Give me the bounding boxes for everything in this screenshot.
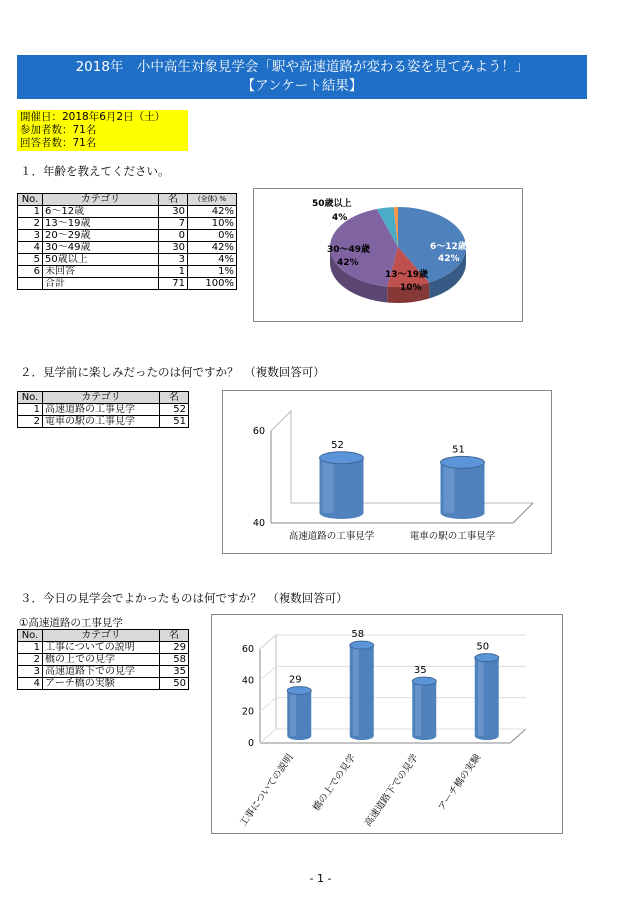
- row-count: 1: [159, 266, 188, 278]
- row-category: 高速道路の工事見学: [43, 404, 160, 416]
- bar-cylinder: [350, 641, 374, 740]
- table-header-row: [18, 630, 189, 642]
- row-category: 高速道路下での見学: [43, 666, 160, 678]
- bar-value-label: 52: [331, 439, 344, 451]
- chart-floor: [271, 503, 533, 523]
- table-row: [18, 416, 189, 428]
- col-count: 名: [160, 392, 189, 404]
- bar-top: [287, 687, 311, 695]
- table-row: [18, 404, 189, 416]
- pie-label-pct: 42%: [337, 258, 359, 268]
- table-row: [18, 218, 237, 230]
- table-row: [18, 666, 189, 678]
- row-percent: 4%: [188, 254, 237, 266]
- q2-table: [17, 391, 189, 428]
- row-no: 3: [18, 666, 43, 678]
- bar-highlight: [415, 681, 421, 736]
- row-category: 未回答: [43, 266, 159, 278]
- row-category: 電車の駅の工事見学: [43, 416, 160, 428]
- table-total-row: [18, 278, 237, 290]
- row-count: 52: [160, 404, 189, 416]
- q1-table: [17, 193, 237, 290]
- row-category: 6～12歳: [43, 206, 159, 218]
- row-no: 3: [18, 230, 43, 242]
- row-no: 1: [18, 206, 43, 218]
- col-count: 名: [160, 630, 189, 642]
- pie-label-pct: 10%: [400, 283, 422, 293]
- row-no: 5: [18, 254, 43, 266]
- q2-question: ２．見学前に楽しみだったのは何ですか？ （複数回答可）: [20, 365, 325, 379]
- q3-bar-chart: [211, 614, 563, 834]
- table-header-row: [18, 392, 189, 404]
- bar-cylinder: [287, 687, 311, 740]
- bar-top: [475, 654, 499, 662]
- row-no: 4: [18, 678, 43, 690]
- row-count: 35: [160, 666, 189, 678]
- bar-value-label: 51: [452, 444, 465, 456]
- total-count: 71: [159, 278, 188, 290]
- row-no: 2: [18, 218, 43, 230]
- y-tick-label: 40: [241, 675, 254, 687]
- y-tick-label: 60: [252, 426, 265, 437]
- q1-question: １．年齢を教えてください。: [20, 164, 170, 178]
- pie-label-pct: 4%: [332, 213, 348, 223]
- bar-top: [441, 456, 485, 468]
- page-title: [17, 55, 587, 99]
- title-line-1: 2018年 小中高生対象見学会「駅や高速道路が変わる姿を見てみよう！」: [75, 59, 529, 75]
- bar-top: [350, 641, 374, 649]
- row-no: 1: [18, 642, 43, 654]
- row-count: 3: [159, 254, 188, 266]
- row-no: 4: [18, 242, 43, 254]
- pie-chart-svg: [254, 189, 522, 321]
- event-info: [17, 110, 188, 151]
- total-blank: [18, 278, 43, 290]
- row-percent: 42%: [188, 242, 237, 254]
- table-row: [18, 242, 237, 254]
- col-percent: (全体) %: [188, 194, 237, 206]
- bar-highlight: [323, 458, 334, 513]
- row-no: 2: [18, 654, 43, 666]
- bar-value-label: 50: [476, 641, 490, 653]
- row-count: 58: [160, 654, 189, 666]
- row-category: 20～29歳: [43, 230, 159, 242]
- y-tick-label: 20: [241, 706, 254, 718]
- row-percent: 42%: [188, 206, 237, 218]
- chart-back-wall: [271, 411, 533, 503]
- y-tick-label: 40: [252, 518, 265, 529]
- row-category: 50歳以上: [43, 254, 159, 266]
- row-count: 30: [159, 242, 188, 254]
- row-count: 29: [160, 642, 189, 654]
- row-category: 橋の上での見学: [43, 654, 160, 666]
- col-no: No.: [18, 630, 43, 642]
- row-no: 1: [18, 404, 43, 416]
- pie-label-name: 50歳以上: [312, 199, 352, 209]
- x-tick-label: アーチ橋の実験: [436, 752, 484, 813]
- x-tick-label: 工事についての説明: [237, 752, 296, 829]
- bar-cylinder: [475, 654, 499, 740]
- respondent-count: 回答者数：71名: [20, 137, 97, 149]
- table-row: [18, 206, 237, 218]
- row-category: アーチ橋の実験: [43, 678, 160, 690]
- col-category: カテゴリ: [43, 194, 159, 206]
- pie-label-name: 6～12歳: [430, 242, 467, 252]
- bar-value-label: 35: [413, 665, 427, 677]
- bar-highlight: [478, 658, 484, 736]
- bar-chart-svg: [223, 391, 551, 553]
- row-percent: 0%: [188, 230, 237, 242]
- x-tick-label: 高速道路下での見学: [362, 752, 421, 829]
- row-category: 工事についての説明: [43, 642, 160, 654]
- bar-cylinder: [320, 452, 364, 519]
- x-tick-label: 橋の上での見学: [311, 752, 359, 814]
- row-percent: 1%: [188, 266, 237, 278]
- row-percent: 10%: [188, 218, 237, 230]
- row-count: 50: [160, 678, 189, 690]
- table-row: [18, 266, 237, 278]
- row-category: 13～19歳: [43, 218, 159, 230]
- event-date: 開催日：2018年6月2日（土）: [20, 111, 166, 123]
- bar-cylinder: [412, 677, 436, 740]
- row-no: 2: [18, 416, 43, 428]
- x-tick-label: 高速道路の工事見学: [288, 531, 375, 542]
- q3-question: ３．今日の見学会でよかったものは何ですか？ （複数回答可）: [20, 591, 348, 605]
- page-number: - 1 -: [309, 872, 332, 885]
- bar-cylinder: [441, 456, 485, 519]
- table-row: [18, 254, 237, 266]
- row-count: 51: [160, 416, 189, 428]
- title-line-2: 【アンケート結果】: [241, 78, 363, 94]
- table-row: [18, 230, 237, 242]
- participant-count: 参加者数：71名: [20, 124, 97, 136]
- table-row: [18, 654, 189, 666]
- table-row: [18, 678, 189, 690]
- row-count: 0: [159, 230, 188, 242]
- pie-label-pct: 42%: [438, 254, 460, 264]
- bar-top: [412, 677, 436, 685]
- q2-bar-chart: [222, 390, 552, 554]
- col-no: No.: [18, 194, 43, 206]
- bar-top: [320, 452, 364, 464]
- col-no: No.: [18, 392, 43, 404]
- row-no: 6: [18, 266, 43, 278]
- row-category: 30～49歳: [43, 242, 159, 254]
- table-row: [18, 642, 189, 654]
- bar-chart-svg: [212, 615, 562, 833]
- col-category: カテゴリ: [43, 630, 160, 642]
- x-tick-label: 電車の駅の工事見学: [409, 531, 496, 542]
- col-count: 名: [159, 194, 188, 206]
- row-count: 30: [159, 206, 188, 218]
- pie-label-name: 13～19歳: [385, 270, 429, 280]
- table-header-row: [18, 194, 237, 206]
- q3-table: [17, 629, 189, 690]
- total-label: 合計: [43, 278, 159, 290]
- col-category: カテゴリ: [43, 392, 160, 404]
- q1-pie-chart: [253, 188, 523, 322]
- pie-label-name: 30～49歳: [327, 245, 371, 255]
- bar-highlight: [353, 645, 359, 736]
- bar-value-label: 29: [288, 674, 302, 686]
- bar-highlight: [444, 462, 455, 513]
- y-tick-label: 60: [241, 644, 254, 655]
- y-tick-label: 0: [247, 738, 254, 749]
- bar-value-label: 58: [351, 629, 365, 641]
- row-count: 7: [159, 218, 188, 230]
- total-percent: 100%: [188, 278, 237, 290]
- bar-highlight: [290, 691, 296, 736]
- q3-subtitle: ①高速道路の工事見学: [19, 617, 123, 629]
